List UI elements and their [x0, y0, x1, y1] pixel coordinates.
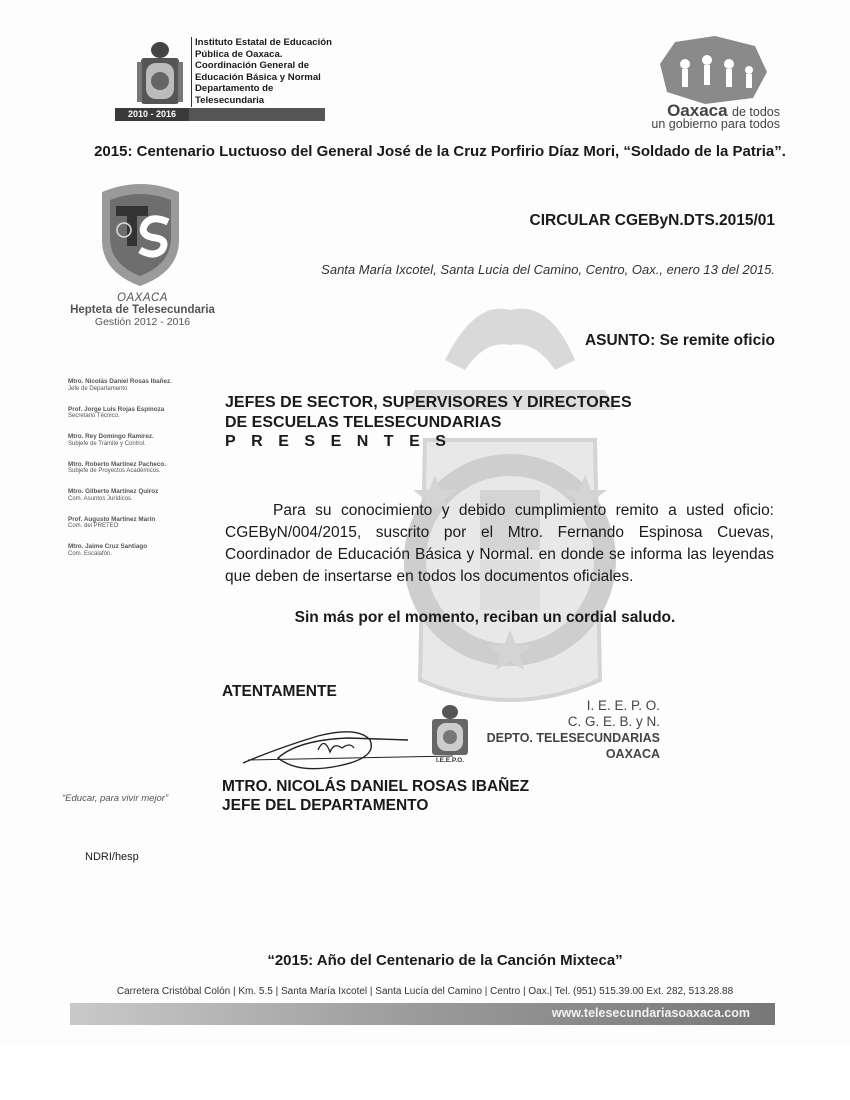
oaxaca-gov-logo-icon [655, 32, 770, 112]
stamp-seal-label: I.E.E.P.O. [435, 757, 465, 764]
gov-slogan: un gobierno para todos [651, 117, 780, 131]
institution-line: Telesecundaria [195, 94, 265, 106]
staff-name: Mtro. Roberto Martínez Pacheco. [68, 460, 166, 468]
staff-role: Com. Asuntos Jurídicos. [68, 495, 133, 502]
presentes-label: PRESENTES [225, 433, 462, 450]
department-stamp-seal-icon [425, 702, 475, 764]
telesecundaria-caption [60, 292, 225, 328]
stamp-line: C. G. E. B. y N. [567, 714, 660, 729]
recipients-line: JEFES DE SECTOR, SUPERVISORES Y DIRECTORES [225, 394, 632, 411]
signatory [222, 777, 529, 815]
period-label: 2010 - 2016 [115, 108, 189, 121]
closing-line: Sin más por el momento, reciban un cordial saludo. [294, 609, 676, 626]
recipients [225, 393, 705, 452]
period-bar [115, 108, 325, 121]
institution-line: Instituto Estatal de Educación [195, 37, 332, 48]
staff-item [68, 543, 218, 558]
staff-item [68, 461, 218, 476]
staff-role: Subjefe de Trámite y Control. [68, 440, 146, 447]
staff-item [68, 406, 218, 421]
place-and-date: Santa María Ixcotel, Santa Lucia del Camino, Centro, Oax., enero 13 del 2015. [321, 262, 775, 277]
institution-line: Educación Básica y Normal [195, 71, 321, 83]
recipients-line: DE ESCUELAS TELESECUNDARIAS [225, 413, 502, 431]
reference-initials: NDRI/hesp [85, 851, 139, 863]
caption-name: Hepteta de Telesecundaria [70, 304, 215, 316]
institution-line: Pública de Oaxaca. [195, 48, 283, 60]
caption-period: Gestión 2012 - 2016 [94, 316, 191, 328]
staff-role: Com. del PRETEO [68, 523, 119, 529]
oaxaca-gov-brand [640, 101, 780, 131]
staff-name: Mtro. Jaime Cruz Santiago [68, 543, 148, 550]
staff-role: Secretario Técnico. [68, 413, 120, 419]
staff-name: Prof. Jorge Luis Rojas Espinoza [68, 405, 165, 413]
staff-list [68, 378, 218, 571]
gov-brand-suffix: de todos [732, 105, 780, 119]
website-link[interactable]: www.telesecundariasoaxaca.com [551, 1006, 750, 1020]
motto: “Educar, para vivir mejor” [62, 793, 169, 804]
page-bottom-margin [0, 1045, 850, 1100]
signatory-title: JEFE DEL DEPARTAMENTO [222, 797, 429, 814]
department-stamp [485, 698, 660, 762]
year-legend: “2015: Año del Centenario de la Canción Mixteca” [267, 952, 623, 969]
staff-item [68, 488, 218, 503]
signatory-name: MTRO. NICOLÁS DANIEL ROSAS IBAÑEZ [222, 778, 530, 795]
staff-name: Mtro. Nicolás Daniel Rosas Ibañez. [68, 378, 172, 385]
circular-number: CIRCULAR CGEByN.DTS.2015/01 [529, 212, 775, 229]
staff-name: Mtro. Gilberto Martínez Quiroz [68, 488, 159, 495]
staff-role: Subjefe de Proyectos Académicos. [68, 468, 161, 474]
staff-item [68, 516, 218, 531]
body-paragraph: Para su conocimiento y debido cumplimiento remito a usted oficio: CGEByN/004/2015, suscrito por el Mtro. Fernando Espinosa Cuevas, Coordinador de Educación Básica y Normal. en donde se informa las leyendas que deben de insertarse en todos los documentos oficiales. [225, 502, 774, 585]
staff-role: Jefe de Departamento [68, 385, 128, 392]
sign-off: ATENTAMENTE [222, 683, 337, 700]
ieepo-seal-icon [135, 38, 185, 108]
institution-name [191, 37, 345, 107]
telesecundaria-shield-icon [98, 180, 183, 290]
subject: ASUNTO: Se remite oficio [584, 332, 775, 349]
gov-brand-name: Oaxaca [667, 101, 728, 120]
stamp-line: OAXACA [605, 747, 660, 761]
staff-item [68, 433, 218, 448]
stamp-line: DEPTO. TELESECUNDARIAS [486, 731, 660, 745]
staff-item [68, 378, 218, 393]
address-line: Carretera Cristóbal Colón | Km. 5.5 | Santa María Ixcotel | Santa Lucía del Camino | Centro | Oax.| Tel. (951) 515.39.00 Ext. 282, 513.28.88 [116, 986, 734, 997]
institution-line: Coordinación General de [195, 60, 310, 72]
staff-role: Com. Escalafón. [68, 550, 113, 557]
caption-state: OAXACA [117, 292, 168, 304]
staff-name: Mtro. Rey Domingo Ramírez. [68, 433, 154, 440]
official-legend: 2015: Centenario Luctuoso del General José de la Cruz Porfirio Díaz Mori, “Soldado de la Patria”. [94, 143, 786, 160]
stamp-line: I. E. E. P. O. [586, 698, 660, 713]
staff-name: Prof. Augusto Martínez Marín [68, 515, 156, 523]
institution-line: Departamento de [195, 83, 274, 95]
